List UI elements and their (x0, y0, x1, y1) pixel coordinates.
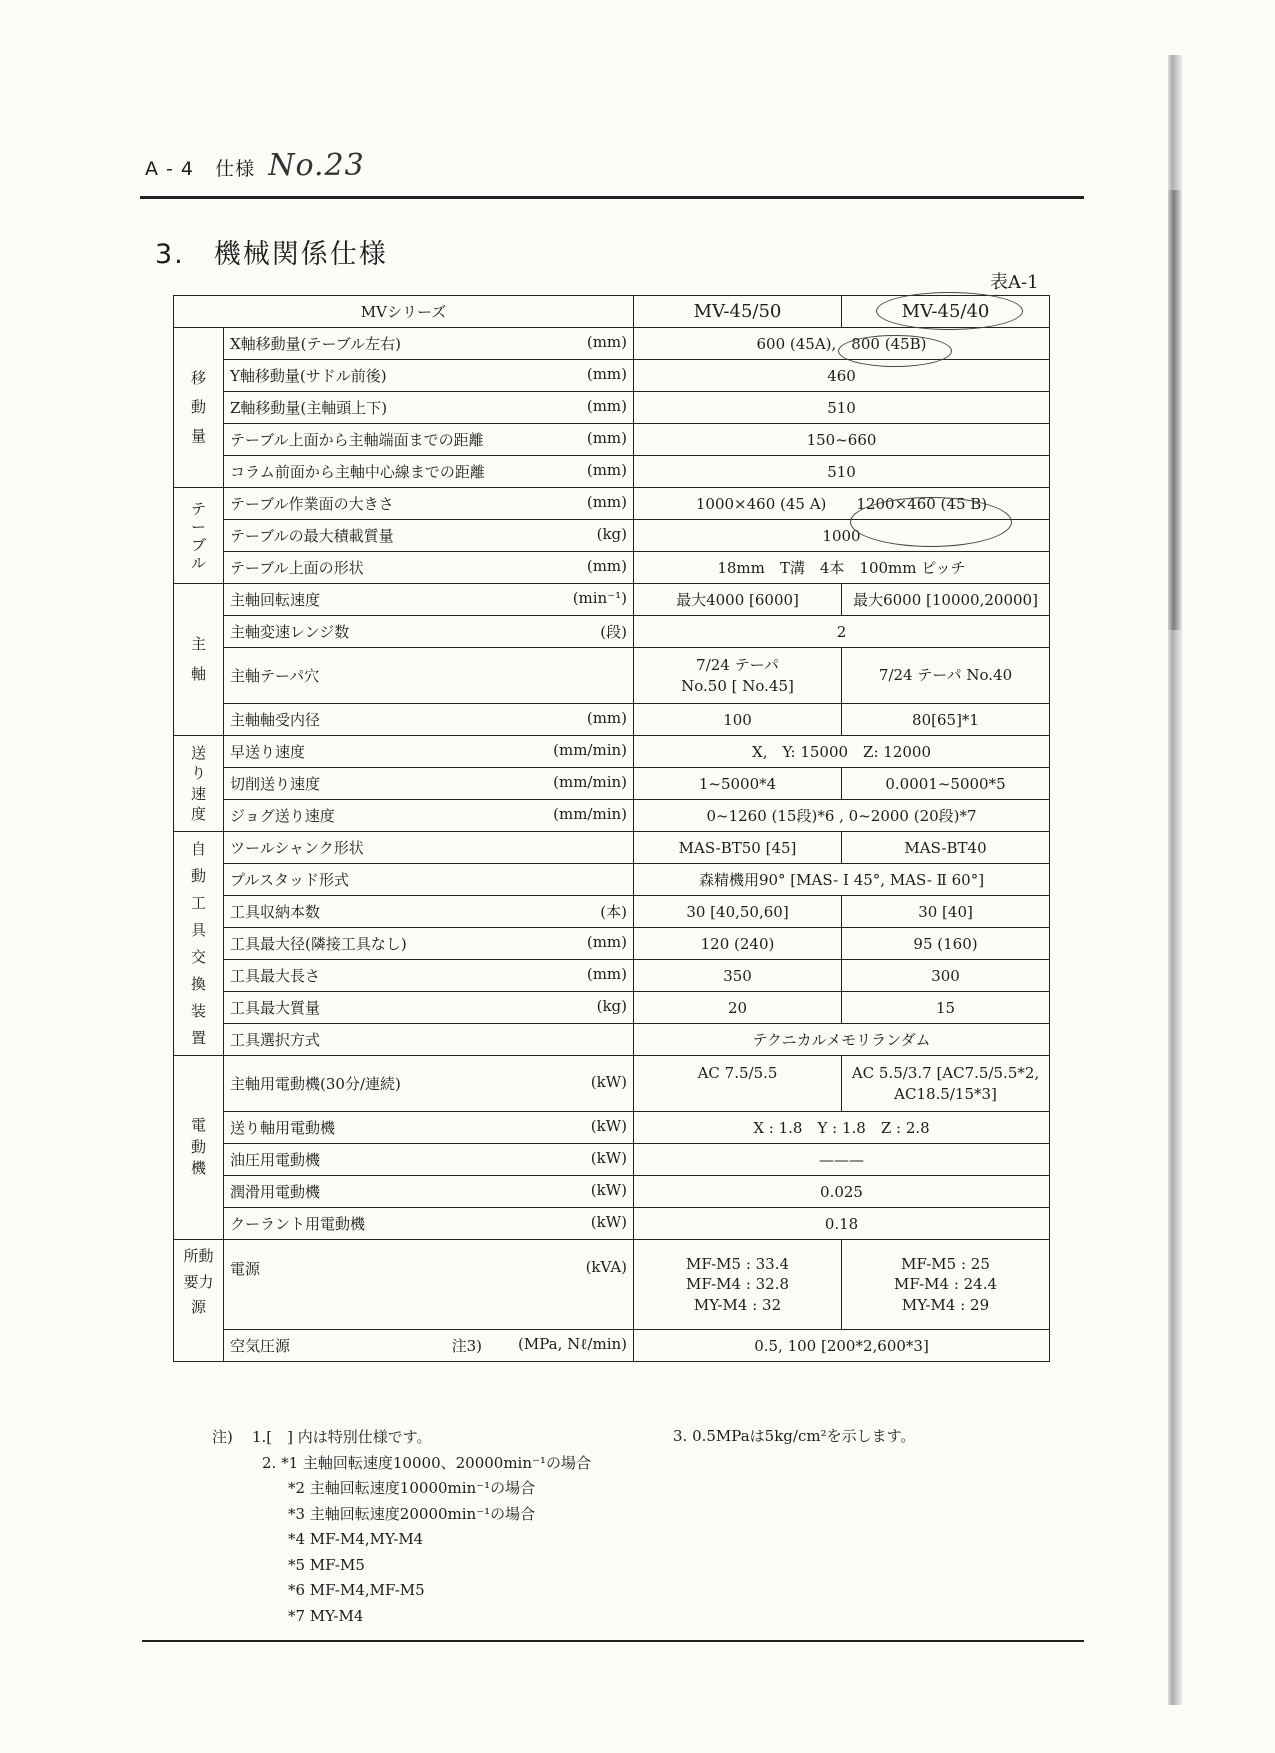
notes (212, 1425, 591, 1629)
table-row (174, 1240, 1050, 1330)
row-unit: (本) (600, 903, 628, 921)
row-value-2b: AC18.5/15*3] (894, 1084, 997, 1103)
group-atc: 自 動 工 具 交 換 装 置 (174, 832, 224, 1056)
row-unit: (mm) (586, 557, 628, 575)
power-value-2a: MF-M5 : 25 (901, 1255, 990, 1274)
notes-label: 注) (212, 1428, 233, 1446)
table-row (174, 424, 1050, 456)
row-unit: (mm) (586, 965, 628, 983)
power-value-2c: MY-M4 : 29 (901, 1295, 990, 1314)
power-value-1b: MF-M4 : 32.8 (685, 1275, 790, 1294)
header-rule (140, 196, 1084, 199)
row-name: コラム前面から主軸中心線までの距離 (230, 463, 485, 481)
row-name: テーブル上面の形状 (230, 559, 364, 577)
table-row (174, 1144, 1050, 1176)
row-name: 工具収納本数 (230, 903, 321, 921)
table-row (174, 1208, 1050, 1240)
row-value: X, Y: 15000 Z: 12000 (634, 736, 1050, 768)
row-unit: (mm) (586, 333, 628, 351)
table-row (174, 896, 1050, 928)
table-row (174, 768, 1050, 800)
row-name: 切削送り速度 (230, 775, 321, 793)
row-value-1: 7/24 テーパ No.50 [ No.45] (634, 648, 842, 704)
row-unit: (kW) (590, 1149, 628, 1167)
row-value: 0.025 (634, 1176, 1050, 1208)
row-value-2: 95 (160) (842, 928, 1050, 960)
row-unit: (mm) (586, 429, 628, 447)
table-row (174, 800, 1050, 832)
note-3: 3. 0.5MPaは5kg/cm²を示します。 (673, 1427, 916, 1445)
row-unit: (段) (600, 623, 628, 641)
row-name: テーブル作業面の大きさ (230, 495, 394, 513)
page-header (145, 148, 365, 183)
table-row (174, 1112, 1050, 1144)
table-row (174, 736, 1050, 768)
row-value: X : 1.8 Y : 1.8 Z : 2.8 (634, 1112, 1050, 1144)
row-value-1: 30 [40,50,60] (634, 896, 842, 928)
row-value-2: 80[65]*1 (842, 704, 1050, 736)
row-name: 潤滑用電動機 (230, 1183, 321, 1201)
row-value-1: 100 (634, 704, 842, 736)
row-value: 18mm T溝 4本 100mm ピッチ (634, 552, 1050, 584)
row-value: 0.18 (634, 1208, 1050, 1240)
row-unit: (min⁻¹) (572, 589, 628, 607)
table-row (174, 928, 1050, 960)
row-unit: (kVA) (585, 1258, 628, 1276)
note-2-2: *2 主軸回転速度10000min⁻¹の場合 (288, 1479, 536, 1497)
row-unit: (mm/min) (553, 773, 628, 791)
row-name: Y軸移動量(サドル前後) (230, 367, 387, 385)
row-name: 油圧用電動機 (230, 1151, 321, 1169)
row-unit: (kW) (590, 1181, 628, 1199)
row-unit: (kg) (596, 525, 628, 543)
group-feed: 送 り 速 度 (174, 736, 224, 832)
table-row (174, 1056, 1050, 1112)
note-2: 2. *1 主軸回転速度10000、20000min⁻¹の場合 (262, 1453, 591, 1472)
row-value-2: 7/24 テーパ No.40 (842, 648, 1050, 704)
row-value: 1000 (634, 520, 1050, 552)
model-1: MV-45/50 (634, 296, 842, 328)
row-name: テーブルの最大積載質量 (230, 527, 394, 545)
row-value: 600 (45A), 800 (45B) (634, 328, 1050, 360)
table-number: 表A-1 (990, 272, 1039, 293)
row-name: Z軸移動量(主軸頭上下) (230, 399, 388, 417)
row-name: プルスタッド形式 (230, 871, 349, 889)
row-name: ジョグ送り速度 (230, 807, 335, 825)
table-row (174, 1024, 1050, 1056)
row-value: 510 (634, 392, 1050, 424)
row-unit: (mm) (586, 397, 628, 415)
row-unit: (mm) (586, 461, 628, 479)
row-name: 主軸回転速度 (230, 591, 321, 609)
footer-rule (142, 1640, 1084, 1642)
table-row (174, 992, 1050, 1024)
row-value-1: 最大4000 [6000] (634, 584, 842, 616)
row-name: X軸移動量(テーブル左右) (230, 335, 402, 353)
note-2-5: *5 MF-M5 (288, 1555, 365, 1574)
row-value-2a: AC 5.5/3.7 [AC7.5/5.5*2, (851, 1064, 1040, 1083)
group-table: テ ー ブ ル (174, 488, 224, 584)
table-row (174, 392, 1050, 424)
row-value: ——— (634, 1144, 1050, 1176)
group-move: 移 動 量 (174, 328, 224, 488)
row-value: 510 (634, 456, 1050, 488)
row-name: ツールシャンク形状 (230, 839, 364, 857)
row-value-1: 1~5000*4 (634, 768, 842, 800)
row-value-1: 350 (634, 960, 842, 992)
group-spindle: 主 軸 (174, 584, 224, 736)
row-value-2: 0.0001~5000*5 (842, 768, 1050, 800)
table-row (174, 648, 1050, 704)
row-value: 0~1260 (15段)*6 , 0~2000 (20段)*7 (634, 800, 1050, 832)
row-unit: (kg) (596, 997, 628, 1015)
row-value: 2 (634, 616, 1050, 648)
table-row (174, 864, 1050, 896)
row-name: 早送り速度 (230, 743, 306, 761)
row-name: 主軸変速レンジ数 (230, 623, 350, 641)
row-name: 電源 (230, 1260, 261, 1278)
hand-circle-table-size (850, 497, 1012, 547)
row-value: 0.5, 100 [200*2,600*3] (634, 1330, 1050, 1362)
row-note: 注3) (451, 1337, 482, 1355)
row-name: 工具最大質量 (230, 999, 321, 1017)
table-row (174, 704, 1050, 736)
row-value: 1000×460 (45 A) 1200×460 (45 B) (634, 488, 1050, 520)
hand-circle-model (876, 292, 1023, 330)
row-value: テクニカルメモリランダム (634, 1024, 1050, 1056)
row-name: 工具選択方式 (230, 1031, 321, 1049)
row-value-1: AC 7.5/5.5 (634, 1056, 842, 1112)
row-unit: (kW) (590, 1117, 628, 1135)
power-value-1c: MY-M4 : 32 (693, 1295, 782, 1314)
row-value-2: MAS-BT40 (842, 832, 1050, 864)
row-value: 森精機用90° [MAS- Ⅰ 45°, MAS- Ⅱ 60°] (634, 864, 1050, 896)
table-row (174, 616, 1050, 648)
group-power: 所動 要力 源 (174, 1240, 224, 1362)
spec-table (173, 295, 1050, 1362)
section-title: 3. 機械関係仕様 (155, 239, 388, 270)
row-unit: (mm/min) (553, 805, 628, 823)
model-2: MV-45/40 (842, 296, 1050, 328)
row-name: 主軸用電動機(30分/連続) (230, 1075, 401, 1093)
row-value-2: 300 (842, 960, 1050, 992)
table-row (174, 584, 1050, 616)
hand-circle-xaxis (838, 335, 952, 367)
row-name: 空気圧源 (230, 1337, 291, 1355)
row-value-1: MAS-BT50 [45] (634, 832, 842, 864)
row-unit: (MPa, Nℓ/min) (518, 1335, 628, 1353)
note-1: 1.[ ] 内は特別仕様です。 (251, 1428, 432, 1446)
row-name: テーブル上面から主軸端面までの距離 (230, 431, 484, 449)
section-code: A - 4 (145, 158, 195, 180)
row-unit: (mm) (586, 365, 628, 383)
table-row (174, 1330, 1050, 1362)
power-value-2b: MF-M4 : 24.4 (893, 1275, 998, 1294)
note-2-3: *3 主軸回転速度20000min⁻¹の場合 (288, 1504, 536, 1523)
table-row (174, 552, 1050, 584)
row-value-1: 20 (634, 992, 842, 1024)
row-name: 送り軸用電動機 (230, 1119, 336, 1137)
header-label: 仕様 (215, 158, 256, 180)
row-name: 工具最大径(隣接工具なし) (230, 935, 407, 953)
scan-edge-shadow-dark (1168, 190, 1182, 630)
note-2-4: *4 MF-M4,MY-M4 (288, 1530, 424, 1548)
note-2-7: *7 MY-M4 (288, 1606, 364, 1625)
note-2-6: *6 MF-M4,MF-M5 (288, 1581, 425, 1599)
table-row (174, 1176, 1050, 1208)
group-motor: 電 動 機 (174, 1056, 224, 1240)
row-value: 150~660 (634, 424, 1050, 456)
table-row (174, 832, 1050, 864)
row-value-2: 最大6000 [10000,20000] (842, 584, 1050, 616)
row-unit: (kW) (590, 1073, 628, 1091)
handwritten-number: No.23 (268, 148, 365, 183)
power-value-1a: MF-M5 : 33.4 (685, 1255, 790, 1274)
row-unit: (mm) (586, 493, 628, 511)
row-unit: (mm) (586, 933, 628, 951)
row-value-1: 120 (240) (634, 928, 842, 960)
row-value-2: 15 (842, 992, 1050, 1024)
row-name: クーラント用電動機 (230, 1215, 366, 1233)
row-unit: (mm/min) (553, 741, 628, 759)
row-unit: (kW) (590, 1213, 628, 1231)
row-name: 工具最大長さ (230, 967, 321, 985)
table-row (174, 960, 1050, 992)
row-name: 主軸テーパ穴 (230, 667, 320, 685)
row-value-2: 30 [40] (842, 896, 1050, 928)
series-label: MVシリーズ (174, 296, 634, 328)
table-row (174, 456, 1050, 488)
row-unit: (mm) (586, 709, 628, 727)
row-name: 主軸軸受内径 (230, 711, 321, 729)
row-value: 460 (634, 360, 1050, 392)
